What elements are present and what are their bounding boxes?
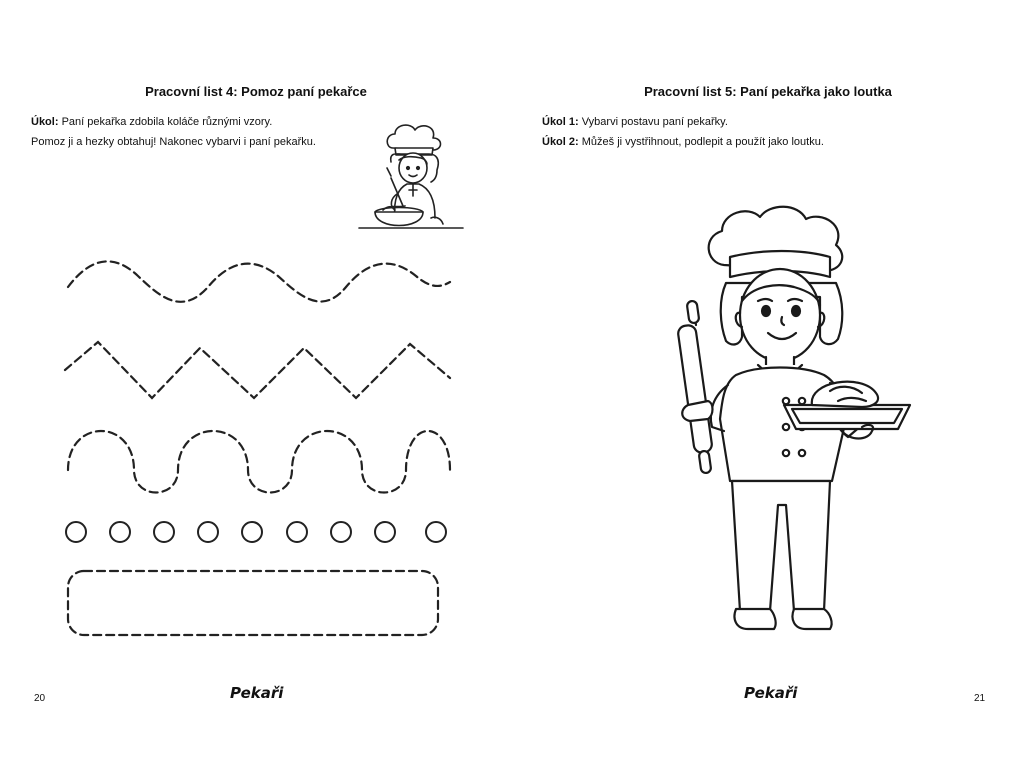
rolling-pin-icon — [677, 300, 713, 473]
page-number-right: 21 — [974, 693, 986, 704]
worksheet-5-tasks — [542, 112, 824, 152]
footer-title-left: Pekaři — [230, 684, 284, 702]
worksheet-5-title: Pracovní list 5: Paní pekařka jako loutka — [644, 84, 892, 99]
page-number-left: 20 — [34, 693, 46, 704]
task-2-label: Úkol 2: — [542, 136, 579, 148]
footer-title-right: Pekaři — [744, 684, 798, 702]
task-line-1: Paní pekařka zdobila koláče různými vzory. — [61, 116, 273, 128]
task-label: Úkol: — [31, 116, 59, 128]
task-1-text: Vybarvi postavu paní pekařky. — [581, 116, 728, 128]
baker-puppet-illustration — [662, 205, 902, 645]
arches-pattern — [68, 431, 450, 493]
rounded-rectangle-pattern — [68, 571, 438, 635]
worksheet-4-title: Pracovní list 4: Pomoz paní pekařce — [145, 84, 367, 99]
zigzag-pattern — [65, 342, 450, 398]
task-1-label: Úkol 1: — [542, 116, 579, 128]
task-line-2: Pomoz ji a hezky obtahuj! Nakonec vybarvi i paní pekařku. — [31, 136, 316, 148]
right-page — [512, 0, 1024, 768]
circles-pattern — [66, 522, 446, 542]
task-2-text: Můžeš ji vystřihnout, podlepit a použít jako loutku. — [581, 136, 824, 148]
wave-pattern — [68, 261, 450, 301]
